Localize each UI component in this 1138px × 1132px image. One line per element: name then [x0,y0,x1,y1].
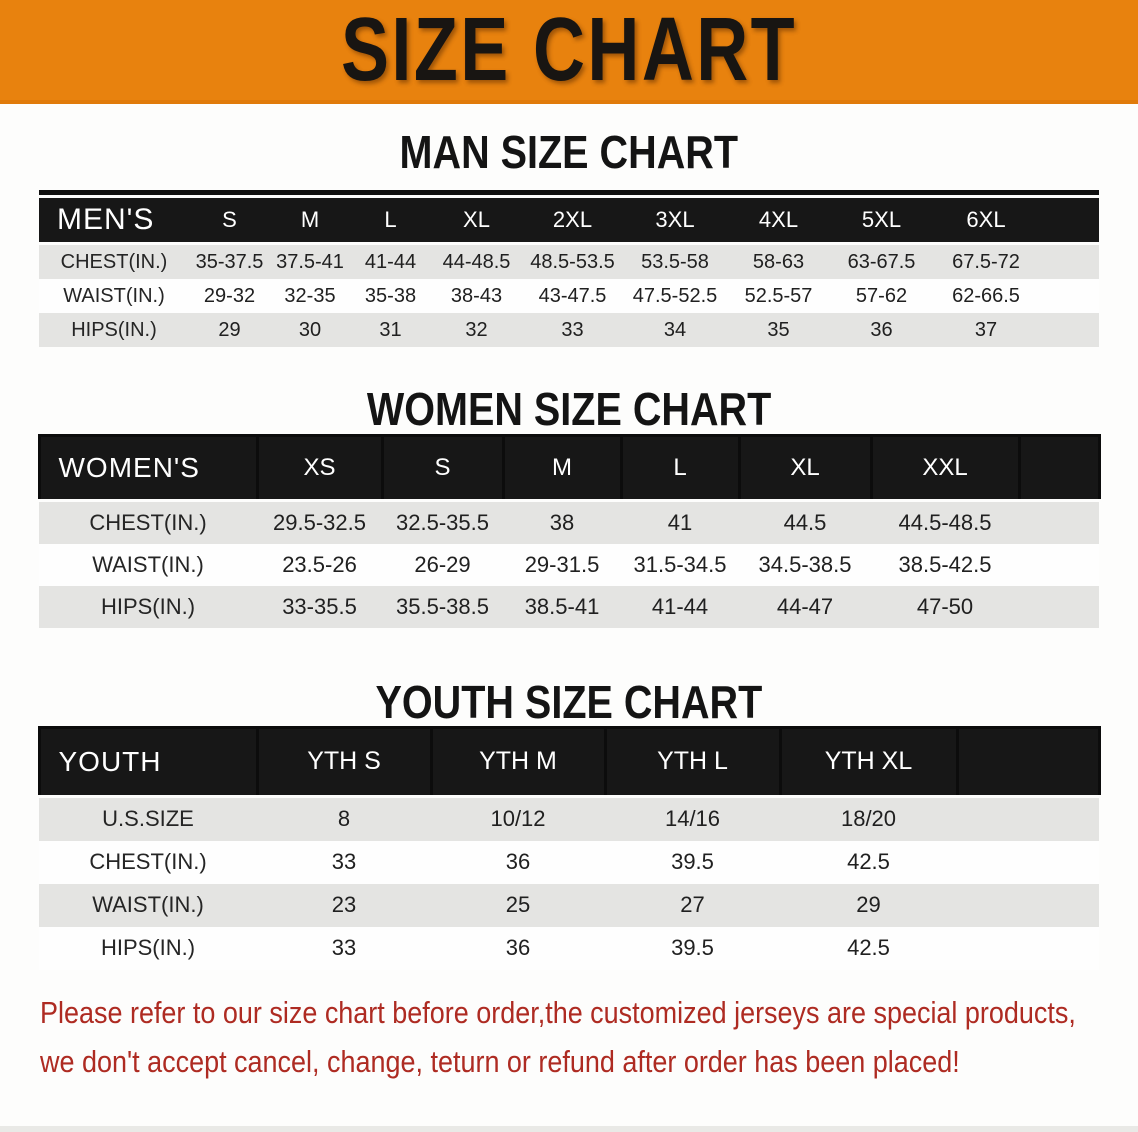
size-value: 38 [549,509,575,535]
size-value: 29 [856,892,881,918]
header-filler-cell [1039,198,1099,244]
size-value: 41 [667,509,693,535]
size-value: 32.5-35.5 [396,509,489,535]
size-value: 31 [379,318,402,341]
size-value: 42.5 [847,935,890,961]
youth-size-table [38,726,1101,970]
size-value: 34 [663,318,687,341]
row-label: CHEST(IN.) [89,509,207,535]
size-value: 52.5-57 [744,284,813,307]
size-value: 32 [465,318,488,341]
size-value: 47-50 [916,593,974,619]
size-value: 34.5-38.5 [758,551,852,577]
row-label: CHEST(IN.) [60,250,168,273]
size-column-header: M [503,435,621,500]
row-filler-cell [1019,544,1099,586]
size-value: 29.5-32.5 [273,509,366,535]
row-label: HIPS(IN.) [100,935,196,961]
size-value: 36 [505,935,531,961]
size-value: 38.5-41 [524,593,600,619]
page-title [284,0,854,100]
men-table-top-border [39,190,1099,195]
size-value: 39.5 [671,849,714,875]
size-column-header: S [189,198,270,244]
size-column-header: XXL [871,435,1019,500]
size-value: 62-66.5 [952,284,1020,307]
row-label: CHEST(IN.) [89,849,207,875]
size-value: 37 [974,318,998,341]
size-value: 33 [331,849,357,875]
size-value: 31.5-34.5 [633,551,727,577]
size-value: 35.5-38.5 [396,593,489,619]
disclaimer-line-2: we don't accept cancel, change, teturn or refund after order has been placed! [40,1043,960,1079]
size-value: 58-63 [752,250,805,273]
row-filler-cell [957,927,1099,970]
size-value: 37.5-41 [276,250,344,273]
size-value: 63-67.5 [847,250,916,273]
size-value: 35-37.5 [195,250,264,273]
header-filler-cell [957,727,1099,796]
row-filler-cell [1039,244,1099,280]
size-value: 29-32 [203,284,256,307]
size-value: 38-43 [450,284,503,307]
measurement-row [39,841,1099,884]
banner [0,0,1138,104]
measurement-row [39,884,1099,927]
size-value: 23 [331,892,357,918]
size-value: 32-35 [284,284,336,307]
row-label: WAIST(IN.) [92,892,204,918]
size-column-header: 3XL [623,198,727,244]
measurement-row [39,586,1099,628]
size-column-header: YTH S [257,727,431,796]
measurement-row [39,279,1099,313]
size-value: 8 [337,806,351,832]
row-filler-cell [1019,586,1099,628]
size-value: 33 [561,318,584,341]
size-column-header: YTH M [431,727,605,796]
row-label: WAIST(IN.) [92,551,204,577]
size-value: 36 [505,849,531,875]
row-label: WAIST(IN.) [63,284,165,307]
row-label: U.S.SIZE [102,806,194,832]
size-value: 39.5 [671,935,714,961]
size-column-header: XS [257,435,382,500]
size-value: 48.5-53.5 [530,250,615,273]
size-value: 43-47.5 [538,284,607,307]
size-column-header: S [382,435,503,500]
size-column-header: L [350,198,431,244]
measurement-row [39,927,1099,970]
size-column-header: 5XL [830,198,933,244]
size-value: 44-48.5 [442,250,511,273]
size-value: 26-29 [414,551,471,577]
size-value: 27 [680,892,705,918]
size-value: 29-31.5 [524,551,600,577]
size-column-header: 6XL [933,198,1039,244]
measurement-row [39,544,1099,586]
header-row [39,198,1099,244]
bottom-edge-strip [0,1126,1138,1132]
size-value: 44.5-48.5 [898,509,992,535]
table-corner-label: YOUTH [39,727,257,796]
size-value: 33 [331,935,357,961]
size-value: 35-38 [364,284,417,307]
disclaimer [40,994,1138,1082]
row-filler-cell [957,796,1099,841]
size-value: 23.5-26 [282,551,357,577]
size-value: 42.5 [847,849,890,875]
size-value: 38.5-42.5 [898,551,992,577]
row-label: HIPS(IN.) [71,318,157,341]
women-section-heading: WOMEN SIZE CHART [366,383,772,436]
size-column-header: XL [739,435,871,500]
women-size-table [38,434,1101,628]
row-label: HIPS(IN.) [100,593,196,619]
disclaimer-line-1: Please refer to our size chart before order,the customized jerseys are special products, [40,994,1076,1030]
measurement-row [39,313,1099,347]
size-value: 33-35.5 [282,593,357,619]
size-value: 41-44 [651,593,709,619]
men-size-table [39,198,1099,347]
size-value: 36 [870,318,893,341]
page-title-text: SIZE CHART [341,0,797,100]
size-value: 67.5-72 [952,250,1020,273]
size-column-header: L [621,435,739,500]
size-value: 30 [298,318,322,341]
size-value: 35 [767,318,790,341]
table-corner-label: WOMEN'S [39,435,257,500]
men-section-heading: MAN SIZE CHART [399,126,739,178]
size-value: 41-44 [364,250,417,273]
measurement-row [39,796,1099,841]
size-value: 25 [505,892,531,918]
youth-section-heading: YOUTH SIZE CHART [375,675,763,728]
row-filler-cell [957,884,1099,927]
size-value: 29 [218,318,241,341]
size-value: 14/16 [664,806,721,832]
size-column-header: 2XL [522,198,623,244]
measurement-row [39,500,1099,544]
size-column-header: XL [431,198,522,244]
size-column-header: YTH L [605,727,780,796]
measurement-row [39,244,1099,280]
row-filler-cell [1019,500,1099,544]
size-column-header: 4XL [727,198,830,244]
size-value: 44-47 [776,593,834,619]
size-value: 10/12 [490,806,546,832]
row-filler-cell [1039,313,1099,347]
size-value: 47.5-52.5 [632,284,718,307]
row-filler-cell [1039,279,1099,313]
size-value: 18/20 [840,806,897,832]
size-value: 57-62 [855,284,908,307]
table-corner-label: MEN'S [39,198,189,244]
size-column-header: YTH XL [780,727,957,796]
header-row [39,435,1099,500]
row-filler-cell [957,841,1099,884]
size-column-header: M [270,198,350,244]
header-row [39,727,1099,796]
size-value: 53.5-58 [641,250,709,273]
size-value: 44.5 [783,509,827,535]
header-filler-cell [1019,435,1099,500]
